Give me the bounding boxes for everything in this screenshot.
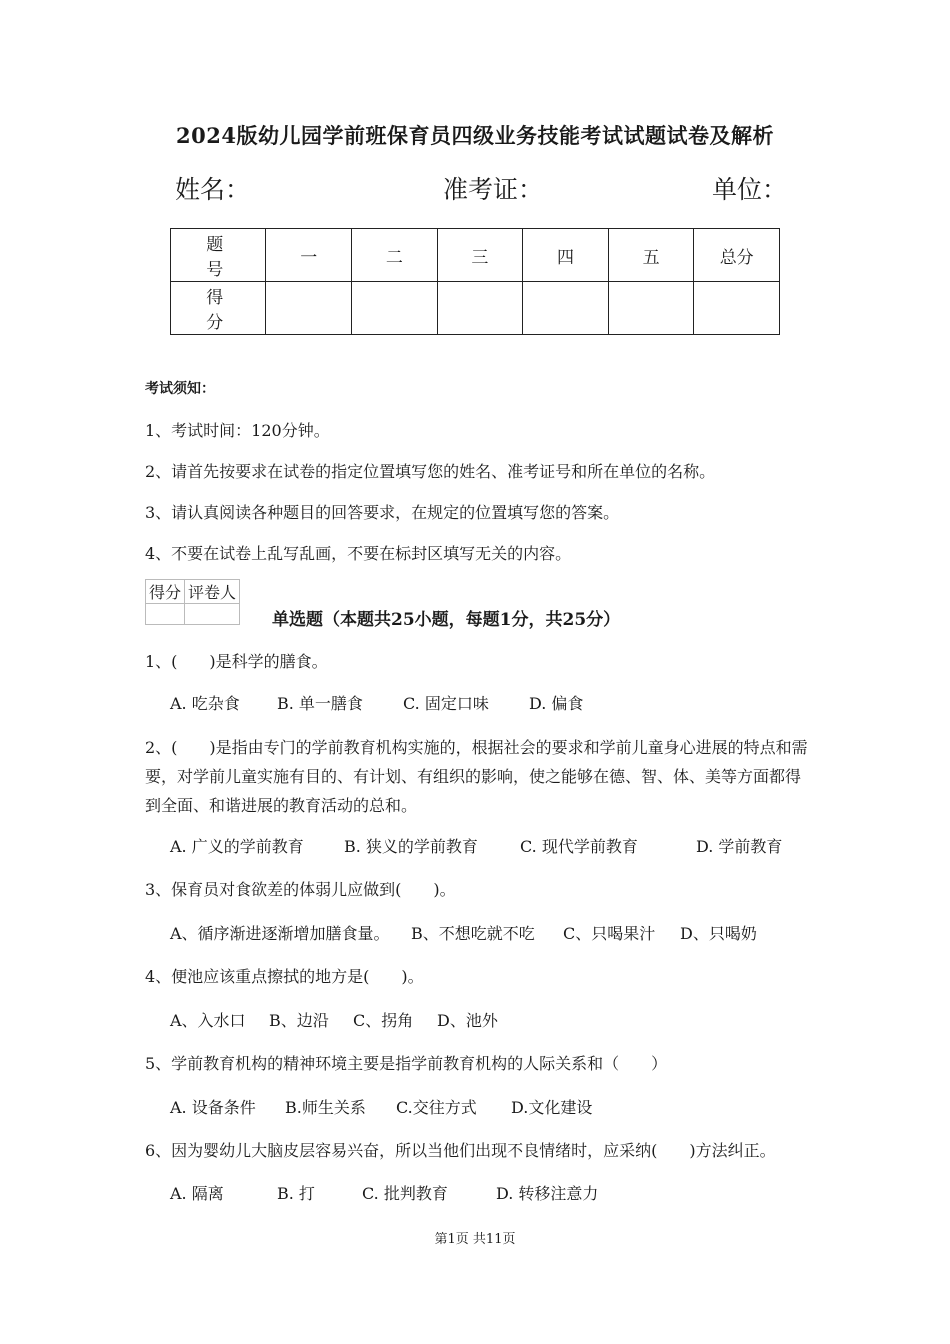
question-stem: 2、( )是指由专门的学前教育机构实施的，根据社会的要求和学前儿童身心进展的特点和需要，对学前儿童实施有目的、有计划、有组织的影响，使之能够在德、智、体、美等方面都得到全面、和谐进展的教育活动的总和。 xyxy=(145,738,808,815)
score-table-header: 四 xyxy=(523,229,609,282)
option[interactable]: A. 广义的学前教育 xyxy=(170,837,304,856)
grader-score-label: 得分 xyxy=(146,580,185,604)
grader-name-label: 评卷人 xyxy=(185,580,240,604)
option[interactable]: D.文化建设 xyxy=(511,1098,593,1117)
grader-score-cell[interactable] xyxy=(146,604,185,625)
grader-name-cell[interactable] xyxy=(185,604,240,625)
score-cell[interactable] xyxy=(523,282,609,335)
option[interactable]: B.师生关系 xyxy=(285,1098,366,1117)
question-stem: 4、便池应该重点擦拭的地方是( )。 xyxy=(145,967,424,986)
notice-title: 考试须知： xyxy=(145,381,215,397)
score-table-header: 题 号 xyxy=(171,229,266,282)
page-footer: 第1页 共11页 xyxy=(434,1232,516,1247)
score-table-header: 总分 xyxy=(694,229,780,282)
option[interactable]: B. 打 xyxy=(277,1184,315,1203)
option[interactable]: B、不想吃就不吃 xyxy=(411,924,535,943)
option[interactable]: A、入水口 xyxy=(170,1011,246,1030)
unit-field-label: 单位： xyxy=(712,175,788,204)
option[interactable]: C、只喝果汁 xyxy=(563,924,656,943)
question-options xyxy=(170,691,583,714)
option[interactable]: C、拐角 xyxy=(353,1011,414,1030)
question-stem: 6、因为婴幼儿大脑皮层容易兴奋，所以当他们出现不良情绪时，应采纳( )方法纠正。 xyxy=(145,1141,776,1160)
score-table xyxy=(170,228,780,335)
option[interactable]: C. 固定口味 xyxy=(403,694,489,713)
section-title: 单选题（本题共25小题，每题1分，共25分） xyxy=(272,610,621,630)
score-row-label: 得 分 xyxy=(171,282,266,335)
notice-item: 1、考试时间：120分钟。 xyxy=(145,421,330,440)
option[interactable]: A. 设备条件 xyxy=(170,1098,256,1117)
option[interactable]: A. 吃杂食 xyxy=(170,694,240,713)
score-cell[interactable] xyxy=(266,282,352,335)
name-field-label: 姓名： xyxy=(175,175,251,204)
option[interactable]: D. 转移注意力 xyxy=(496,1184,599,1203)
question-stem: 5、学前教育机构的精神环境主要是指学前教育机构的人际关系和（ ） xyxy=(145,1054,668,1073)
question-options xyxy=(170,834,782,857)
question-options xyxy=(170,1095,592,1118)
option[interactable]: B. 狭义的学前教育 xyxy=(344,837,478,856)
notice-item: 4、不要在试卷上乱写乱画，不要在标封区填写无关的内容。 xyxy=(145,544,572,563)
grader-box xyxy=(145,579,240,625)
option[interactable]: C. 现代学前教育 xyxy=(520,837,638,856)
score-table-header: 一 xyxy=(266,229,352,282)
score-table-header: 三 xyxy=(437,229,523,282)
option[interactable]: D. 学前教育 xyxy=(696,837,783,856)
question-options xyxy=(170,921,757,944)
score-cell[interactable] xyxy=(352,282,438,335)
option[interactable]: C. 批判教育 xyxy=(362,1184,448,1203)
question-options xyxy=(170,1008,498,1031)
notice-item: 3、请认真阅读各种题目的回答要求，在规定的位置填写您的答案。 xyxy=(145,503,620,522)
question-options xyxy=(170,1181,598,1204)
score-table-header: 五 xyxy=(608,229,694,282)
option[interactable]: A. 隔离 xyxy=(170,1184,224,1203)
option[interactable]: D、只喝奶 xyxy=(680,924,757,943)
exam-id-field-label: 准考证： xyxy=(443,175,544,204)
option[interactable]: C.交往方式 xyxy=(396,1098,477,1117)
score-cell[interactable] xyxy=(608,282,694,335)
option[interactable]: D、池外 xyxy=(437,1011,498,1030)
question-stem: 1、( )是科学的膳食。 xyxy=(145,652,328,671)
question-stem: 3、保育员对食欲差的体弱儿应做到( )。 xyxy=(145,880,456,899)
option[interactable]: B、边沿 xyxy=(269,1011,329,1030)
score-cell[interactable] xyxy=(694,282,780,335)
option[interactable]: D. 偏食 xyxy=(529,694,584,713)
notice-item: 2、请首先按要求在试卷的指定位置填写您的姓名、准考证号和所在单位的名称。 xyxy=(145,462,716,481)
option[interactable]: A、循序渐进逐渐增加膳食量。 xyxy=(170,924,390,943)
option[interactable]: B. 单一膳食 xyxy=(277,694,363,713)
score-cell[interactable] xyxy=(437,282,523,335)
exam-title: 2024版幼儿园学前班保育员四级业务技能考试试题试卷及解析 xyxy=(176,123,774,148)
score-table-header: 二 xyxy=(352,229,438,282)
